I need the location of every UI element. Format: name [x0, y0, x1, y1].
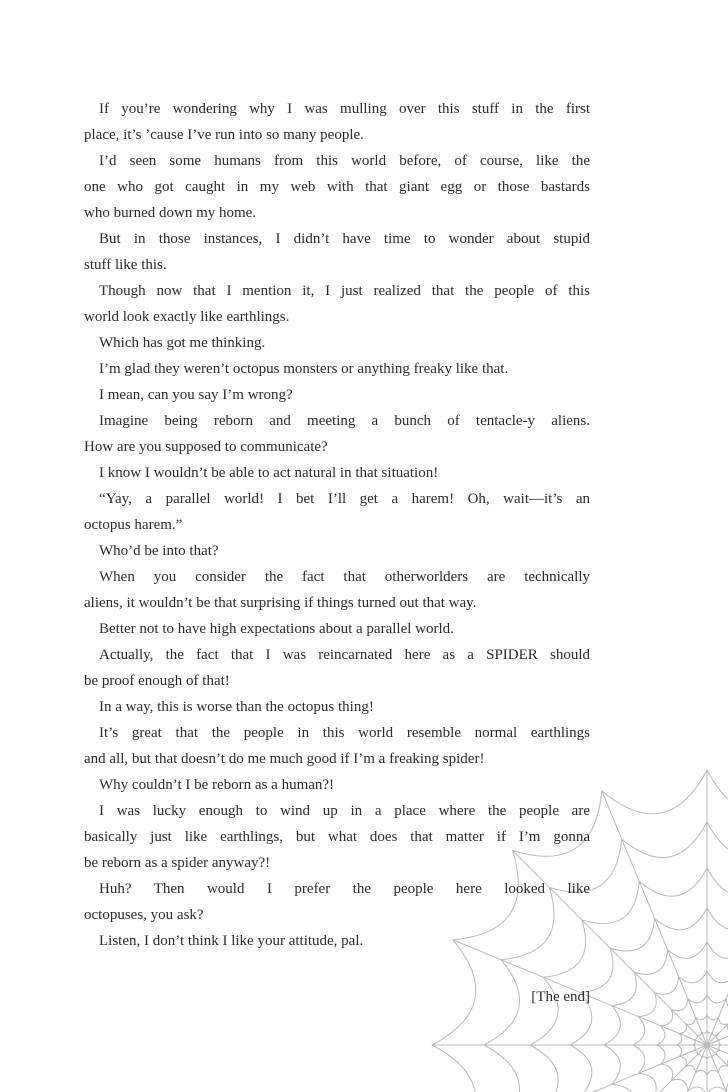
- text-line: Which has got me thinking.: [99, 335, 266, 351]
- text-line: I’d seen some humans from this world before, of course, like the: [99, 153, 590, 169]
- text-line: place, it’s ’cause I’ve run into so many people.: [84, 127, 364, 143]
- text-line: stuff like this.: [84, 257, 167, 273]
- text-line: But in those instances, I didn’t have time to wonder about stupid: [99, 231, 590, 247]
- text-line: Better not to have high expectations about a parallel world.: [99, 621, 454, 637]
- text-line: If you’re wondering why I was mulling over this stuff in the first: [99, 101, 590, 117]
- text-line: Huh? Then would I prefer the people here looked like: [99, 881, 590, 897]
- text-line: I was lucky enough to wind up in a place where the people are: [99, 803, 590, 819]
- text-line: Imagine being reborn and meeting a bunch of tentacle-y aliens.: [99, 413, 590, 429]
- text-line: I know I wouldn’t be able to act natural in that situation!: [99, 465, 439, 481]
- text-line: basically just like earthlings, but what does that matter if I’m gonna: [84, 829, 590, 845]
- text-line: who burned down my home.: [84, 205, 257, 221]
- text-line: How are you supposed to communicate?: [84, 439, 328, 455]
- end-marker: [The end]: [531, 989, 590, 1005]
- text-line: one who got caught in my web with that giant egg or those bastards: [84, 179, 590, 195]
- text-line: octopuses, you ask?: [84, 907, 204, 923]
- text-line: Though now that I mention it, I just realized that the people of this: [99, 283, 590, 299]
- text-line: I mean, can you say I’m wrong?: [99, 387, 293, 403]
- text-line: When you consider the fact that otherworlders are technically: [99, 569, 590, 585]
- text-line: and all, but that doesn’t do me much good if I’m a freaking spider!: [84, 751, 485, 767]
- text-block: [84, 96, 590, 954]
- text-line: aliens, it wouldn’t be that surprising if things turned out that way.: [84, 595, 477, 611]
- text-line: be proof enough of that!: [84, 673, 230, 689]
- text-line: world look exactly like earthlings.: [84, 309, 290, 325]
- text-line: Why couldn’t I be reborn as a human?!: [99, 777, 335, 793]
- text-line: Who’d be into that?: [99, 543, 219, 559]
- text-line: octopus harem.”: [84, 517, 183, 533]
- text-line: be reborn as a spider anyway?!: [84, 855, 271, 871]
- text-line: It’s great that the people in this world resemble normal earthlings: [99, 725, 590, 741]
- text-line: Actually, the fact that I was reincarnated here as a SPIDER should: [99, 647, 590, 663]
- text-line: In a way, this is worse than the octopus thing!: [99, 699, 374, 715]
- text-line: “Yay, a parallel world! I bet I’ll get a harem! Oh, wait—it’s an: [99, 491, 590, 507]
- text-line: I’m glad they weren’t octopus monsters or anything freaky like that.: [99, 361, 509, 377]
- text-line: Listen, I don’t think I like your attitude, pal.: [99, 933, 364, 949]
